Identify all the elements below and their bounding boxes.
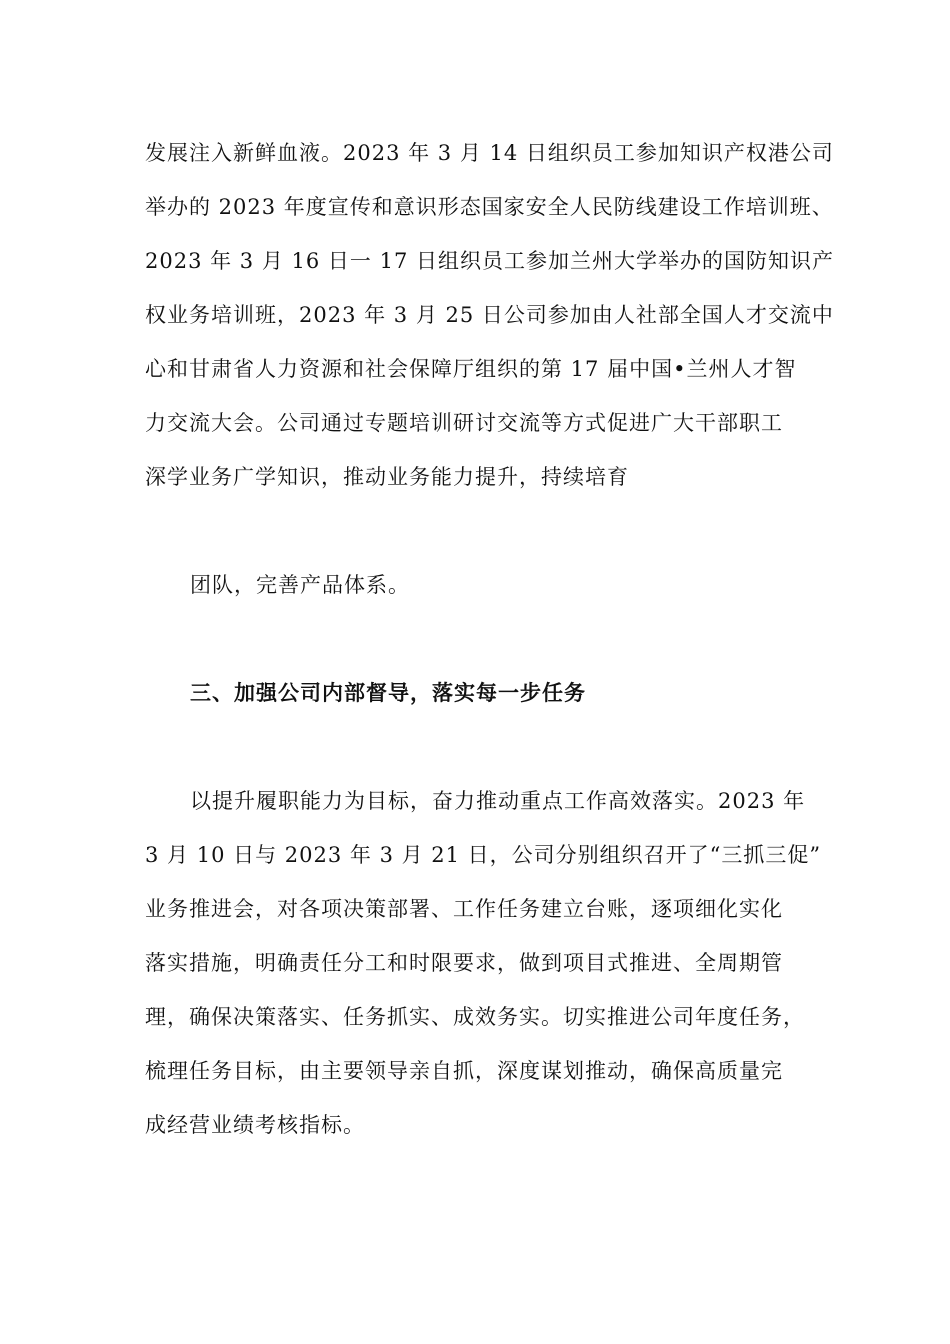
paragraph-line: 以提升履职能力为目标，奋力推动重点工作高效落实。2023 年 <box>190 789 806 813</box>
paragraph-line: 举办的 2023 年度宣传和意识形态国家安全人民防线建设工作培训班、 <box>145 195 834 219</box>
section-heading: 三、加强公司内部督导，落实每一步任务 <box>190 680 586 705</box>
paragraph-line: 3 月 10 日与 2023 年 3 月 21 日，公司分别组织召开了“三抓三促” <box>145 843 822 867</box>
paragraph-line: 理，确保决策落实、任务抓实、成效务实。切实推进公司年度任务， <box>145 1005 805 1029</box>
paragraph-line: 业务推进会，对各项决策部署、工作任务建立台账，逐项细化实化 <box>145 897 783 921</box>
paragraph-line: 落实措施，明确责任分工和时限要求，做到项目式推进、全周期管 <box>145 951 783 975</box>
paragraph-line: 2023 年 3 月 16 日一 17 日组织员工参加兰州大学举办的国防知识产 <box>145 249 834 273</box>
paragraph-line: 梳理任务目标，由主要领导亲自抓，深度谋划推动，确保高质量完 <box>145 1059 783 1083</box>
paragraph-line: 权业务培训班，2023 年 3 月 25 日公司参加由人社部全国人才交流中 <box>145 303 834 327</box>
paragraph-line: 发展注入新鲜血液。2023 年 3 月 14 日组织员工参加知识产权港公司 <box>145 141 834 165</box>
paragraph-line: 心和甘肃省人力资源和社会保障厅组织的第 17 届中国•兰州人才智 <box>145 357 797 381</box>
paragraph-line: 深学业务广学知识，推动业务能力提升，持续培育 <box>145 465 629 489</box>
paragraph-line: 团队，完善产品体系。 <box>190 573 410 597</box>
paragraph-line: 力交流大会。公司通过专题培训研讨交流等方式促进广大干部职工 <box>145 411 783 435</box>
paragraph-line: 成经营业绩考核指标。 <box>145 1113 365 1137</box>
